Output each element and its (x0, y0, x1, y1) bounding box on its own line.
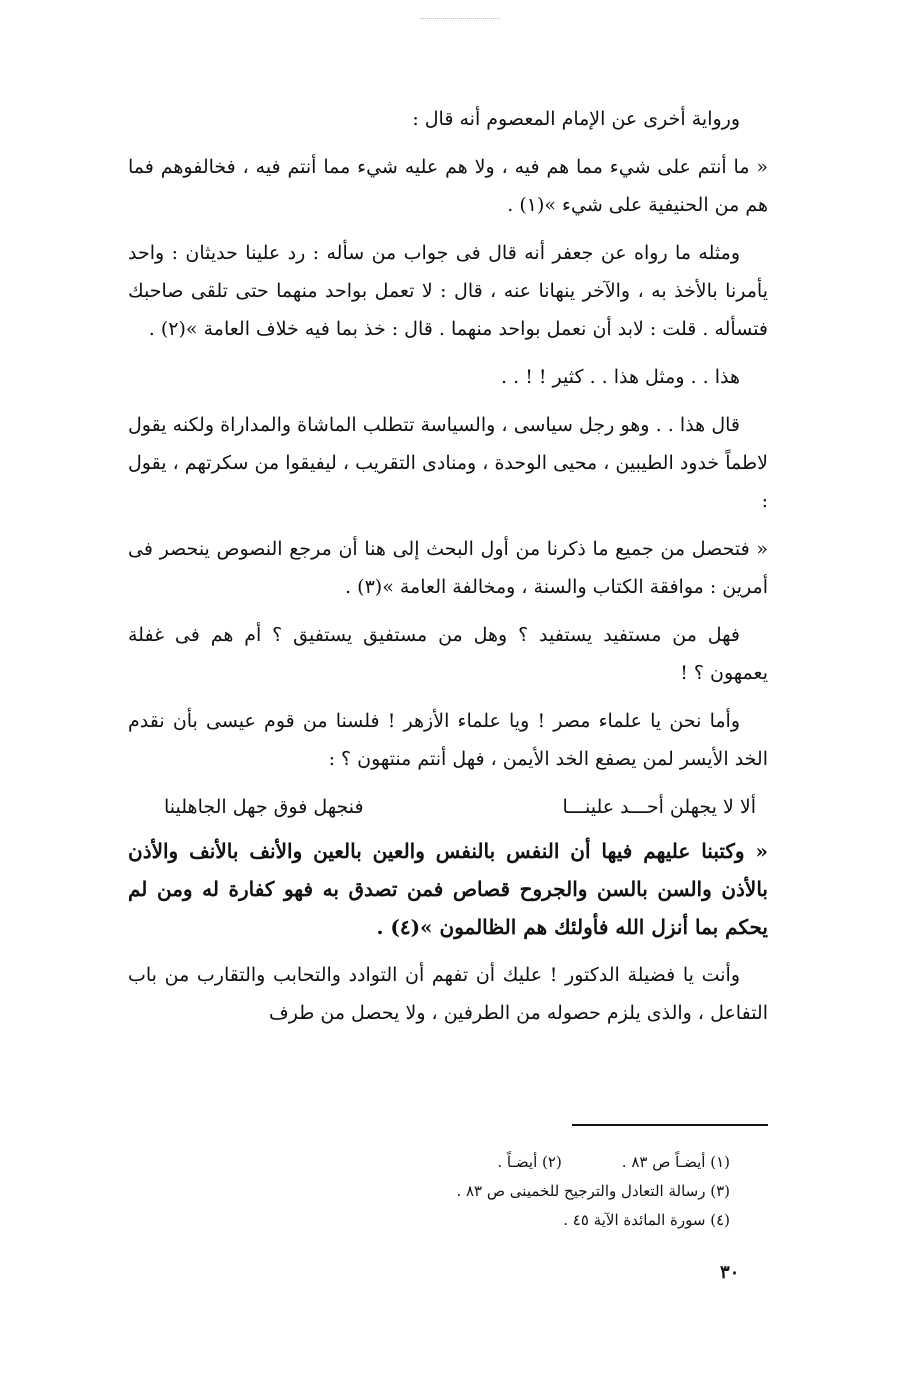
footnote-row-1 (330, 1148, 730, 1177)
paragraph-3: هذا . . ومثل هذا . . كثير ! ! . . (501, 366, 740, 388)
closing-paragraph: وأنت يا فضيلة الدكتور ! عليك أن تفهم أن التوادد والتحابب والتقارب من باب التفاعل ، والذى يلزم حصوله من الطرفين ، ولا يحصل من طرف (128, 964, 768, 1024)
poem-verse (128, 788, 768, 826)
quote-1: « ما أنتم على شيء مما هم فيه ، ولا هم عليه شيء مما أنتم فيه ، فخالفوهم فما هم من الحنيفية على شيء »(١) . (128, 156, 768, 216)
paragraph-5: فهل من مستفيد يستفيد ؟ وهل من مستفيق يستفيق ؟ أم هم فى غفلة يعمهون ؟ ! (128, 624, 768, 684)
poem-second-half: فنجهل فوق جهل الجاهلينا (164, 796, 364, 818)
footnotes (330, 1148, 730, 1235)
scan-mark (420, 18, 500, 19)
quote-2: « فتحصل من جميع ما ذكرنا من أول البحث إلى هنا أن مرجع النصوص ينحصر فى أمرين : موافقة الكتاب والسنة ، ومخالفة العامة »(٣) . (128, 538, 768, 598)
poem-first-half: ألا لا يجهلن أحـــد علينـــا (562, 796, 756, 818)
quran-quote: « وكتبنا عليهم فيها أن النفس بالنفس والعين بالعين والأنف بالأنف والأذن بالأذن والسن بالسن والجروح قصاص فمن تصدق به فهو كفارة له ومن لم يحكم بما أنزل الله فأولئك هم الظالمون »(٤) . (128, 839, 768, 939)
paragraph-4: قال هذا . . وهو رجل سياسى ، والسياسة تتطلب الماشاة والمداراة ولكنه يقول لاطماً خدود الطيبين ، محيى الوحدة ، ومنادى التقريب ، ليفيقوا من سكرتهم ، يقول : (128, 414, 768, 512)
paragraph-6: وأما نحن يا علماء مصر ! ويا علماء الأزهر ! فلسنا من قوم عيسى بأن نقدم الخد الأيسر لمن يصفع الخد الأيمن ، فهل أنتم منتهون ؟ : (128, 710, 768, 770)
footnote-1: (١) أيضـاً ص ٨٣ . (621, 1153, 730, 1171)
footnote-3: (٣) رسالة التعادل والترجيح للخمينى ص ٨٣ . (456, 1182, 730, 1200)
paragraph-1: ورواية أخرى عن الإمام المعصوم أنه قال : (412, 108, 740, 130)
footnote-row-3 (330, 1206, 730, 1235)
footnote-row-2 (330, 1177, 730, 1206)
paragraph-2: ومثله ما رواه عن جعفر أنه قال فى جواب من سأله : رد علينا حديثان : واحد يأمرنا بالأخذ به ، والآخر ينهانا عنه ، قال : لا تعمل بواحد منهما حتى تلقى صاحبك فتسأله . قلت : لابد أن نعمل بواحد منهما . قال : خذ بما فيه خلاف العامة »(٢) . (128, 242, 768, 340)
footnote-divider (572, 1124, 768, 1126)
page-body (128, 100, 768, 1042)
footnote-2: (٢) أيضـاً . (497, 1153, 562, 1171)
footnote-4: (٤) سورة المائدة الآية ٤٥ . (563, 1211, 730, 1229)
page-number: ٣٠ (720, 1262, 740, 1283)
